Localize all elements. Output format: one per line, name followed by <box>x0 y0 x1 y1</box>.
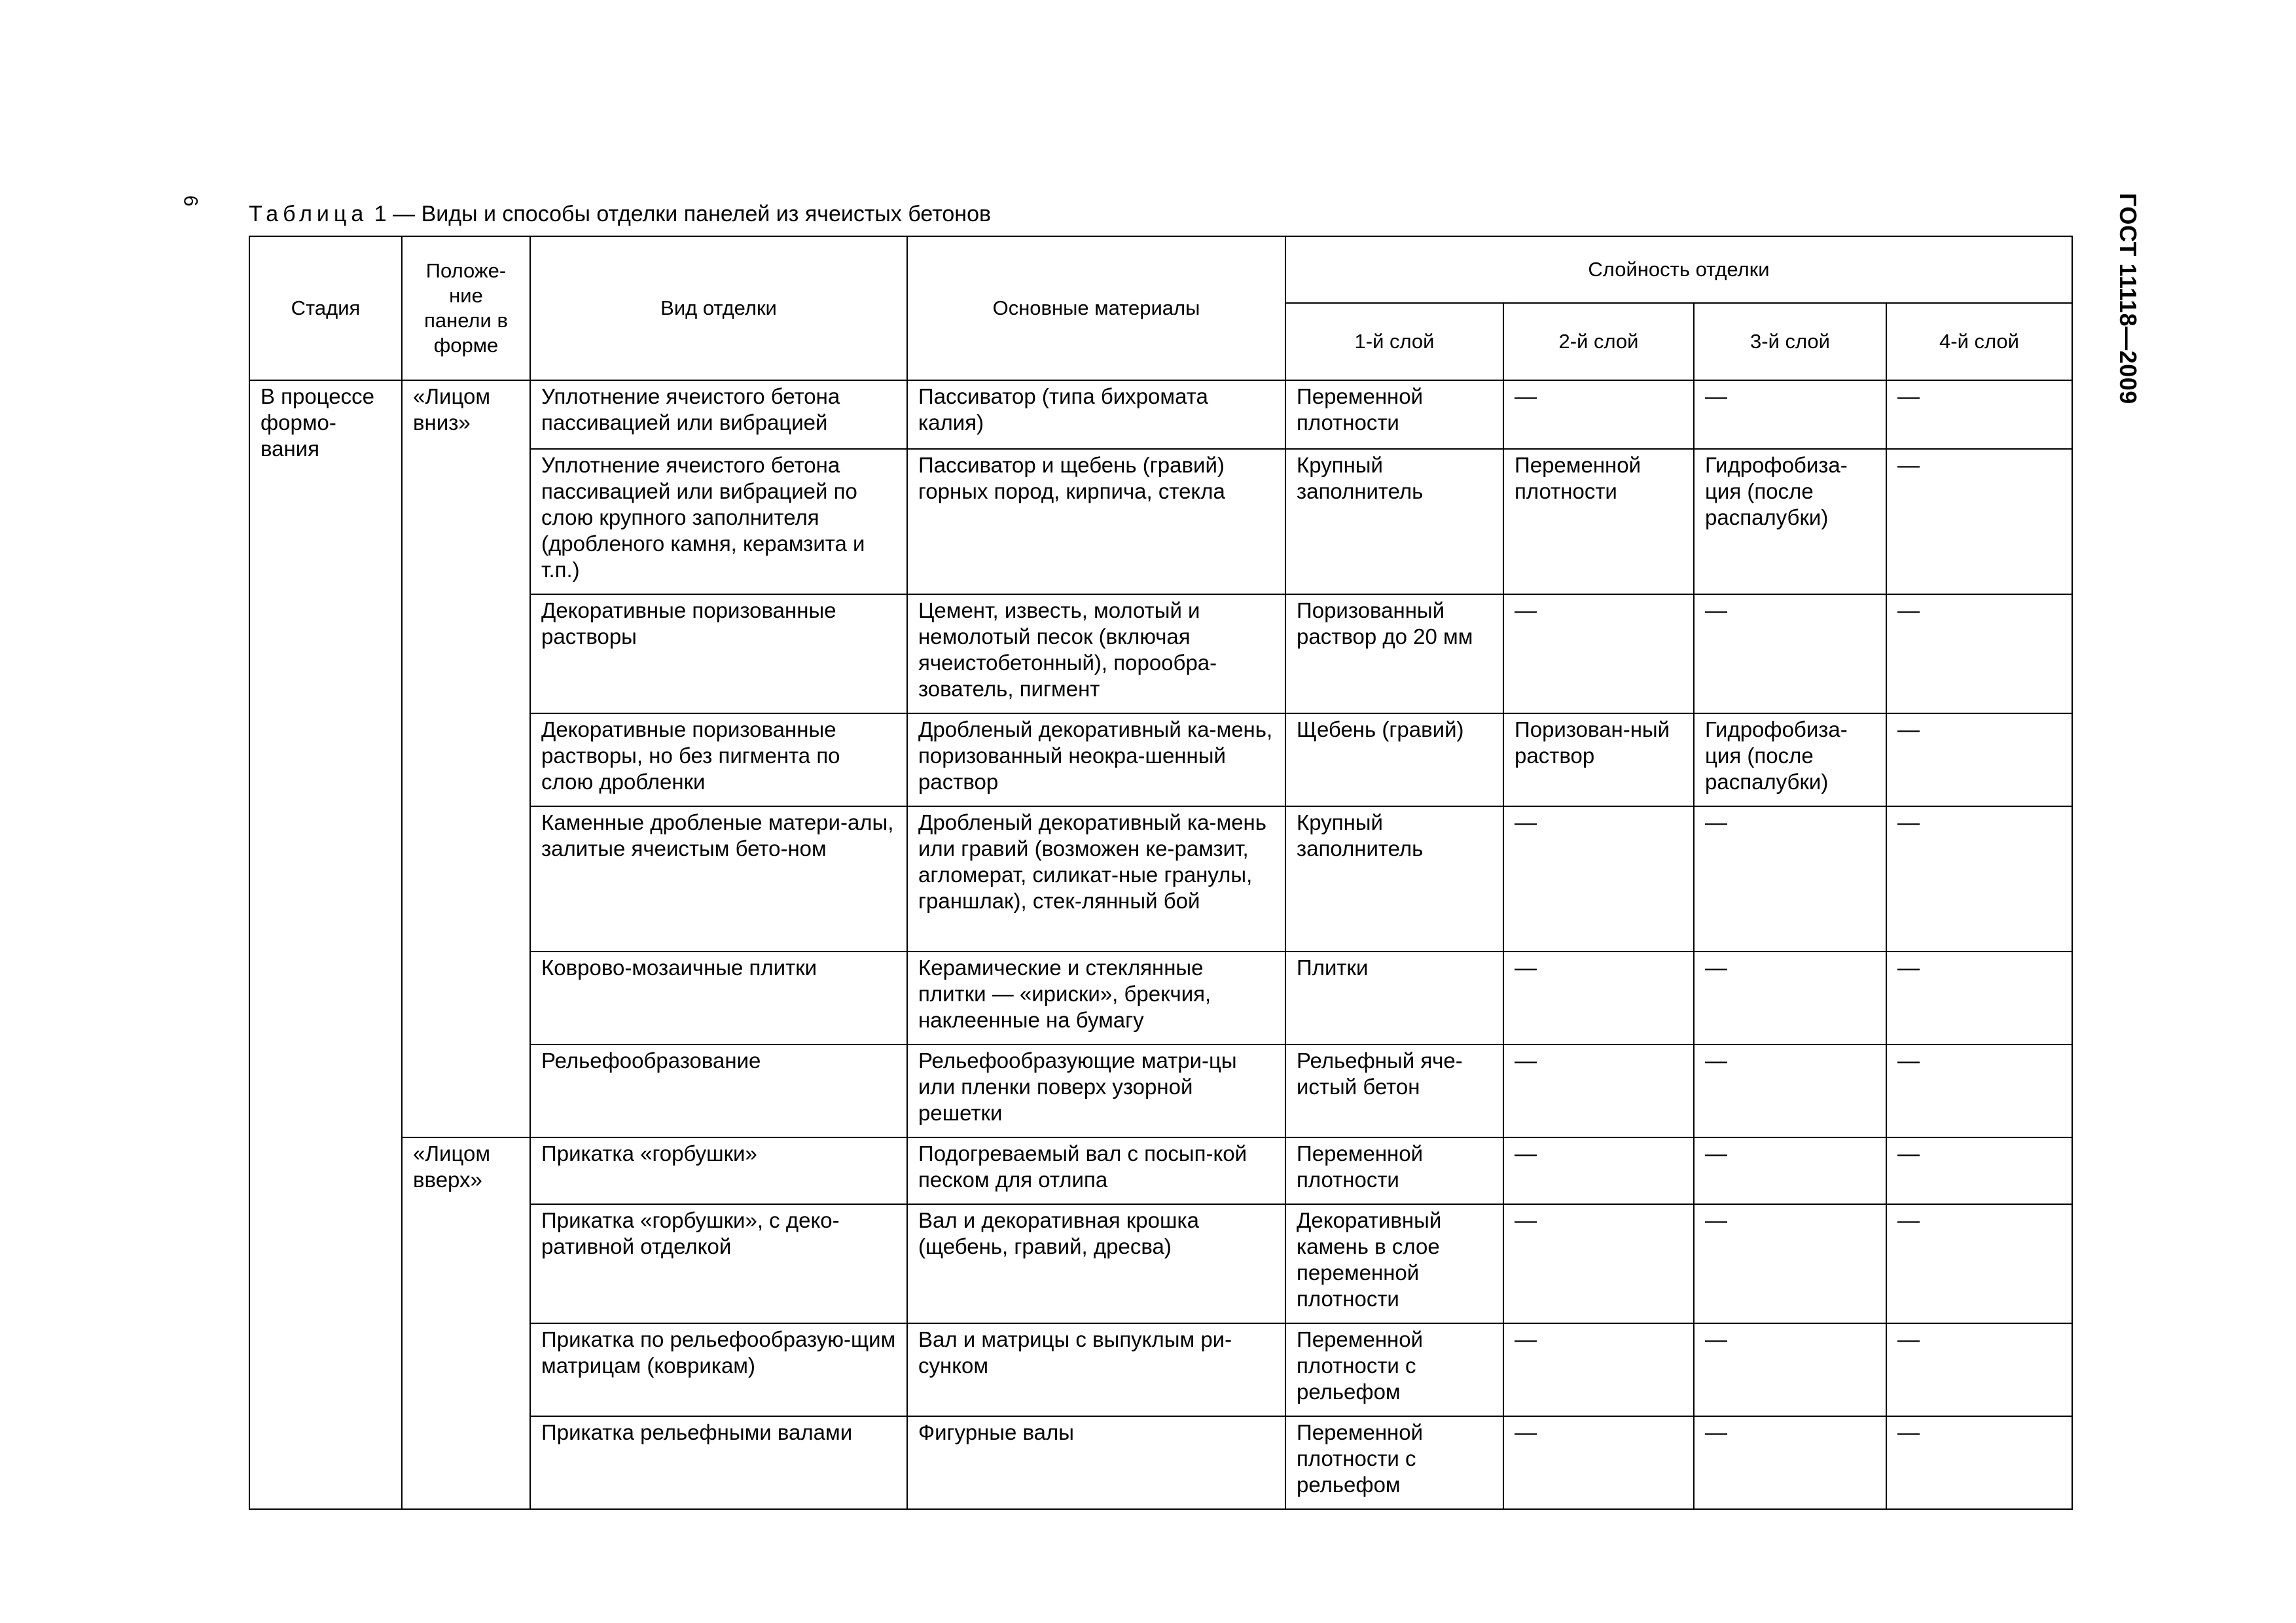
layer-2-cell: — <box>1503 1416 1694 1509</box>
layer-3-cell: Гидрофобиза-ция (после распалубки) <box>1694 449 1886 594</box>
layer-2-cell: — <box>1503 594 1694 713</box>
layer-2-cell: — <box>1503 1323 1694 1416</box>
finish-type-cell: Прикатка «горбушки», с деко-ративной отделкой <box>530 1204 907 1323</box>
layer-4-cell: — <box>1886 1137 2072 1204</box>
layer-3-cell: Гидрофобиза-ция (после распалубки) <box>1694 713 1886 806</box>
document-code: ГОСТ 11118—2009 <box>2115 193 2142 404</box>
layer-4-cell: — <box>1886 594 2072 713</box>
layer-3-cell: — <box>1694 952 1886 1044</box>
layer-4-cell: — <box>1886 449 2072 594</box>
header-layer-4: 4-й слой <box>1886 303 2072 380</box>
caption-prefix: Таблица <box>249 202 368 226</box>
header-finish-type: Вид отделки <box>530 236 907 380</box>
header-layers-group: Слойность отделки <box>1285 236 2072 303</box>
layer-4-cell: — <box>1886 1204 2072 1323</box>
header-stage: Стадия <box>249 236 402 380</box>
header-layer-1: 1-й слой <box>1285 303 1503 380</box>
layer-3-cell: — <box>1694 594 1886 713</box>
materials-cell: Керамические и стеклянные плитки — «ириски», брекчия, наклеенные на бумагу <box>907 952 1285 1044</box>
finish-type-cell: Прикатка по рельефообразую-щим матрицам (коврикам) <box>530 1323 907 1416</box>
layer-2-cell: — <box>1503 1044 1694 1137</box>
materials-cell: Вал и декоративная крошка (щебень, гравий, дресва) <box>907 1204 1285 1323</box>
materials-cell: Дробленый декоративный ка-мень, поризованный неокра-шенный раствор <box>907 713 1285 806</box>
caption-text: 1 — Виды и способы отделки панелей из ячеистых бетонов <box>374 202 992 226</box>
layer-4-cell: — <box>1886 713 2072 806</box>
layer-1-cell: Рельефный яче-истый бетон <box>1285 1044 1503 1137</box>
layer-1-cell: Переменной плотности <box>1285 1137 1503 1204</box>
layer-2-cell: — <box>1503 952 1694 1044</box>
finish-type-cell: Уплотнение ячеистого бетона пассивацией или вибрацией <box>530 380 907 449</box>
layer-4-cell: — <box>1886 806 2072 952</box>
layer-1-cell: Декоративный камень в слое переменной плотности <box>1285 1204 1503 1323</box>
finish-type-cell: Рельефообразование <box>530 1044 907 1137</box>
header-layer-2: 2-й слой <box>1503 303 1694 380</box>
layer-3-cell: — <box>1694 806 1886 952</box>
position-face-down: «Лицом вниз» <box>402 380 530 1137</box>
layer-2-cell: — <box>1503 1137 1694 1204</box>
layer-1-cell: Переменной плотности с рельефом <box>1285 1323 1503 1416</box>
materials-cell: Вал и матрицы с выпуклым ри-сунком <box>907 1323 1285 1416</box>
header-materials: Основные материалы <box>907 236 1285 380</box>
position-face-up: «Лицом вверх» <box>402 1137 530 1509</box>
layer-1-cell: Поризованный раствор до 20 мм <box>1285 594 1503 713</box>
layer-4-cell: — <box>1886 1323 2072 1416</box>
layer-2-cell: — <box>1503 806 1694 952</box>
layer-1-cell: Крупный заполнитель <box>1285 449 1503 594</box>
materials-cell: Дробленый декоративный ка-мень или гравий (возможен ке-рамзит, агломерат, силикат-ные гранулы, граншлак), стек-лянный бой <box>907 806 1285 952</box>
layer-3-cell: — <box>1694 1137 1886 1204</box>
materials-cell: Пассиватор (типа бихромата калия) <box>907 380 1285 449</box>
layer-4-cell: — <box>1886 952 2072 1044</box>
layer-3-cell: — <box>1694 1204 1886 1323</box>
layer-2-cell: Переменной плотности <box>1503 449 1694 594</box>
finish-type-cell: Коврово-мозаичные плитки <box>530 952 907 1044</box>
header-position: Положе-ние панели в форме <box>402 236 530 380</box>
layer-4-cell: — <box>1886 1416 2072 1509</box>
materials-cell: Подогреваемый вал с посып-кой песком для отлипа <box>907 1137 1285 1204</box>
finishing-table <box>249 236 2073 1510</box>
layer-2-cell: Поризован-ный раствор <box>1503 713 1694 806</box>
finish-type-cell: Декоративные поризованные растворы <box>530 594 907 713</box>
layer-1-cell: Переменной плотности с рельефом <box>1285 1416 1503 1509</box>
finish-type-cell: Каменные дробленые матери-алы, залитые ячеистым бето-ном <box>530 806 907 952</box>
table-caption <box>249 202 991 227</box>
page-number: 6 <box>179 195 202 207</box>
finish-type-cell: Декоративные поризованные растворы, но без пигмента по слою дробленки <box>530 713 907 806</box>
materials-cell: Рельефообразующие матри-цы или пленки поверх узорной решетки <box>907 1044 1285 1137</box>
layer-1-cell: Щебень (гравий) <box>1285 713 1503 806</box>
finish-type-cell: Уплотнение ячеистого бетона пассивацией или вибрацией по слою крупного заполнителя (дробленого камня, керамзита и т.п.) <box>530 449 907 594</box>
materials-cell: Пассиватор и щебень (гравий) горных пород, кирпича, стекла <box>907 449 1285 594</box>
layer-3-cell: — <box>1694 380 1886 449</box>
stage-cell: В процессе формо-вания <box>249 380 402 1509</box>
layer-3-cell: — <box>1694 1044 1886 1137</box>
layer-2-cell: — <box>1503 380 1694 449</box>
layer-4-cell: — <box>1886 1044 2072 1137</box>
layer-1-cell: Переменной плотности <box>1285 380 1503 449</box>
finish-type-cell: Прикатка рельефными валами <box>530 1416 907 1509</box>
layer-3-cell: — <box>1694 1323 1886 1416</box>
finish-type-cell: Прикатка «горбушки» <box>530 1137 907 1204</box>
layer-1-cell: Плитки <box>1285 952 1503 1044</box>
layer-2-cell: — <box>1503 1204 1694 1323</box>
header-layer-3: 3-й слой <box>1694 303 1886 380</box>
materials-cell: Фигурные валы <box>907 1416 1285 1509</box>
layer-3-cell: — <box>1694 1416 1886 1509</box>
layer-4-cell: — <box>1886 380 2072 449</box>
layer-1-cell: Крупный заполнитель <box>1285 806 1503 952</box>
materials-cell: Цемент, известь, молотый и немолотый песок (включая ячеистобетонный), порообра-зователь, пигмент <box>907 594 1285 713</box>
